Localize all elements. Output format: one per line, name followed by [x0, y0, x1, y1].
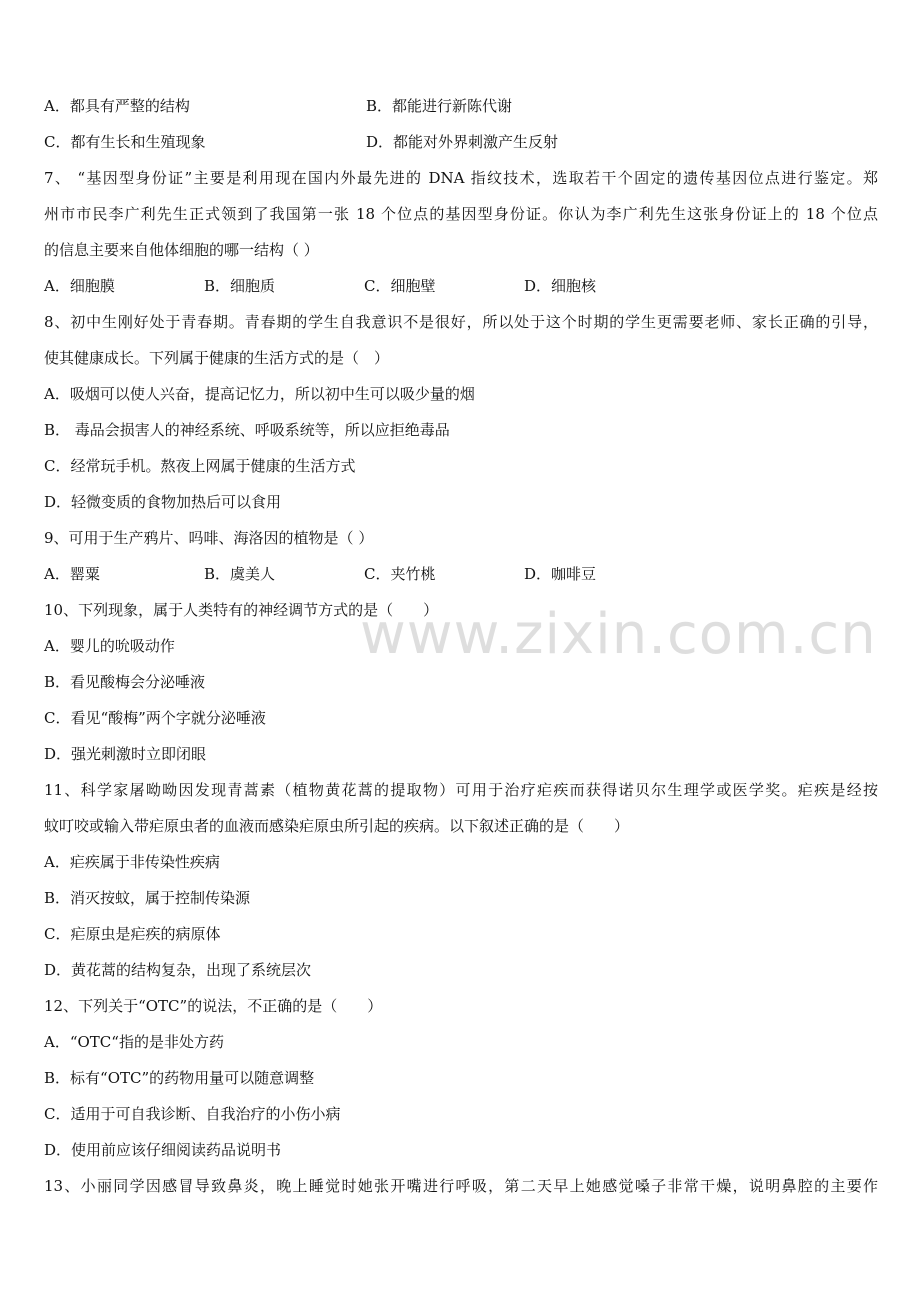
q10-option-b: B．看见酸梅会分泌唾液: [44, 673, 206, 691]
q12-option-d: D．使用前应该仔细阅读药品说明书: [44, 1141, 282, 1159]
q12-option-a: A．“OTC“指的是非处方药: [44, 1033, 224, 1051]
q6-options-row2: [44, 124, 878, 160]
q8-stem-line2: 使其健康成长。下列属于健康的生活方式的是（ ）: [44, 349, 390, 367]
q12-option-c: C．适用于可自我诊断、自我治疗的小伤小病: [44, 1105, 341, 1123]
q12-option-b: B．标有“OTC”的药物用量可以随意调整: [44, 1069, 315, 1087]
q7-option-c: C．细胞壁: [364, 277, 436, 295]
q8-option-a: A．吸烟可以使人兴奋，提高记忆力，所以初中生可以吸少量的烟: [44, 385, 475, 403]
q9-options: [44, 556, 878, 592]
q11-stem-line1: 11、科学家屠呦呦因发现青蒿素（植物黄花蒿的提取物）可用于治疗疟疾而获得诺贝尔生理学或医学奖。疟疾是经按: [44, 781, 878, 799]
q10-option-c: C．看见“酸梅”两个字就分泌唾液: [44, 709, 266, 727]
q9-stem: 9、可用于生产鸦片、吗啡、海洛因的植物是（ ）: [44, 529, 374, 547]
q10-stem: 10、下列现象，属于人类特有的神经调节方式的是（ ）: [44, 601, 439, 619]
q8-option-c: C．经常玩手机。熬夜上网属于健康的生活方式: [44, 457, 356, 475]
q8-option-d: D．轻微变质的食物加热后可以食用: [44, 493, 282, 511]
q7-stem-line3: 的信息主要来自他体细胞的哪一结构（ ）: [44, 241, 319, 259]
q9-option-d: D．咖啡豆: [524, 565, 597, 583]
q9-option-c: C．夹竹桃: [364, 565, 436, 583]
q9-option-a: A．罂粟: [44, 565, 100, 583]
q6-option-d: D．都能对外界刺激产生反射: [366, 133, 559, 151]
q10-option-d: D．强光刺激时立即闭眼: [44, 745, 207, 763]
q11-option-c: C．疟原虫是疟疾的病原体: [44, 925, 221, 943]
q13-stem-line1: 13、小丽同学因感冒导致鼻炎，晚上睡觉时她张开嘴进行呼吸，第二天早上她感觉嗓子非常干燥，说明鼻腔的主要作: [44, 1177, 878, 1195]
q7-option-d: D．细胞核: [524, 277, 597, 295]
q11-option-d: D．黄花蒿的结构复杂，出现了系统层次: [44, 961, 312, 979]
q7-option-a: A．细胞膜: [44, 277, 115, 295]
q9-option-b: B．虞美人: [204, 565, 276, 583]
q11-stem-line2: 蚊叮咬或输入带疟原虫者的血液而感染疟原虫所引起的疾病。以下叙述正确的是（ ）: [44, 817, 630, 835]
q6-option-b: B．都能进行新陈代谢: [366, 97, 513, 115]
q8-stem-line1: 8、初中生刚好处于青春期。青春期的学生自我意识不是很好，所以处于这个时期的学生更需要老师、家长正确的引导，: [44, 313, 878, 331]
q6-options-row1: [44, 88, 878, 124]
q7-options: [44, 268, 878, 304]
q12-stem: 12、下列关于“OTC”的说法，不正确的是（ ）: [44, 997, 383, 1015]
q11-option-a: A．疟疾属于非传染性疾病: [44, 853, 220, 871]
q7-stem-line1: 7、 “基因型身份证”主要是利用现在国内外最先进的 DNA 指纹技术，选取若干个固定的遗传基因位点进行鉴定。郑: [44, 169, 878, 187]
q7-option-b: B．细胞质: [204, 277, 276, 295]
watermark: www.zixin.com.cn: [360, 602, 877, 667]
q6-option-a: A．都具有严整的结构: [44, 97, 190, 115]
document-page: [44, 88, 878, 1204]
q11-option-b: B．消灭按蚊，属于控制传染源: [44, 889, 251, 907]
q7-stem-line2: 州市市民李广利先生正式领到了我国第一张 18 个位点的基因型身份证。你认为李广利先生这张身份证上的 18 个位点: [44, 205, 878, 223]
q10-option-a: A．婴儿的吮吸动作: [44, 637, 175, 655]
q8-option-b: B． 毒品会损害人的神经系统、呼吸系统等，所以应拒绝毒品: [44, 421, 450, 439]
q6-option-c: C．都有生长和生殖现象: [44, 133, 206, 151]
